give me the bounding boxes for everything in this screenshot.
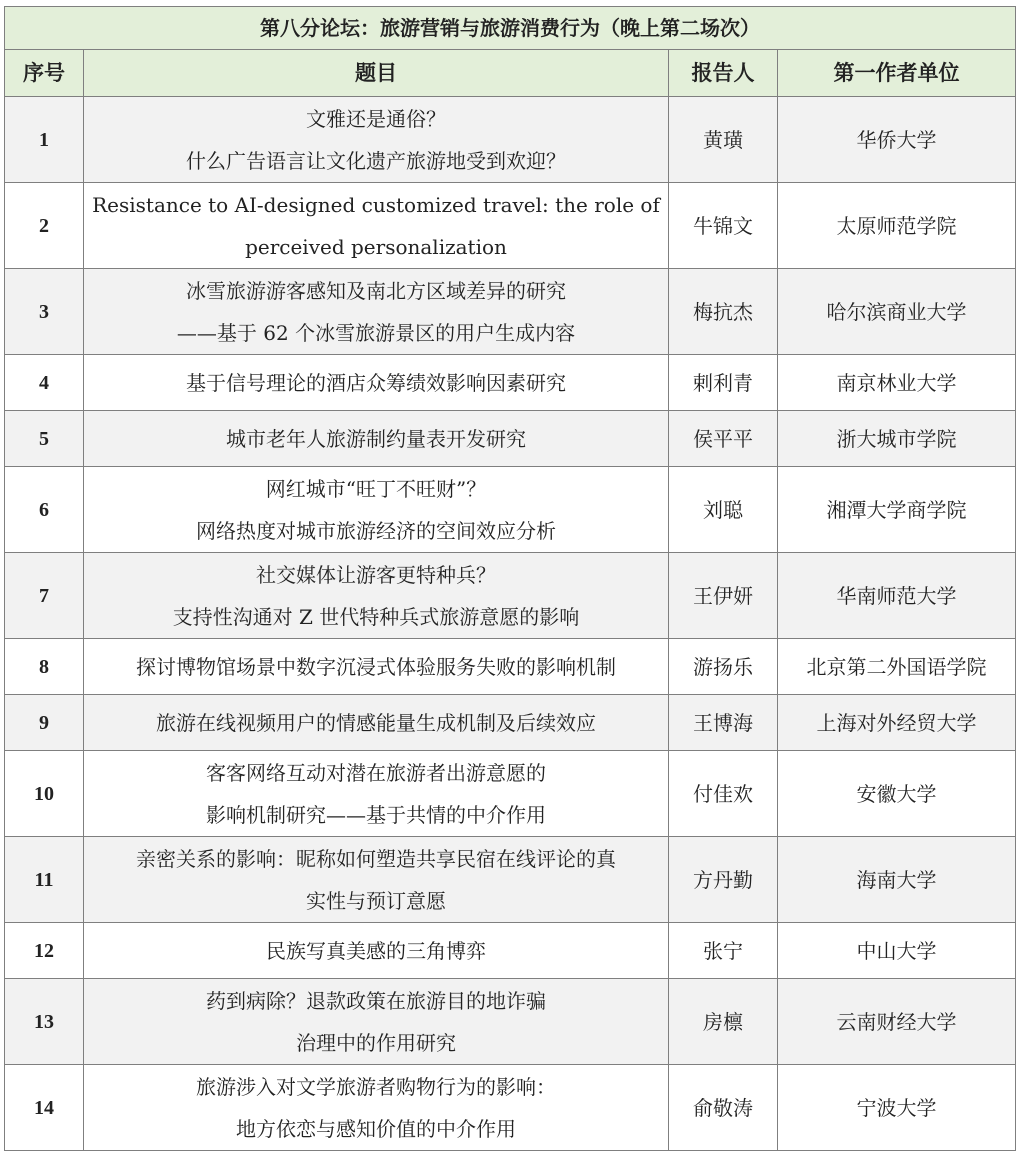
row-topic bbox=[84, 269, 669, 355]
row-number: 5 bbox=[5, 411, 84, 467]
row-unit: 浙大城市学院 bbox=[778, 411, 1016, 467]
topic-line: Resistance to AI-designed customized travel: the role of bbox=[92, 192, 660, 217]
topic-line: 旅游在线视频用户的情感能量生成机制及后续效应 bbox=[156, 710, 596, 735]
topic-line: 什么广告语言让文化遗产旅游地受到欢迎？ bbox=[186, 148, 566, 173]
topic-line: 实性与预订意愿 bbox=[306, 888, 446, 913]
table-row bbox=[5, 467, 1016, 553]
table-row bbox=[5, 269, 1016, 355]
topic-line: 药到病除？退款政策在旅游目的地诈骗 bbox=[206, 988, 546, 1013]
header-speaker: 报告人 bbox=[669, 50, 778, 97]
topic-line: 文雅还是通俗？ bbox=[306, 106, 446, 131]
row-topic bbox=[84, 97, 669, 183]
row-number: 8 bbox=[5, 639, 84, 695]
row-topic bbox=[84, 979, 669, 1065]
row-number: 3 bbox=[5, 269, 84, 355]
row-speaker: 游扬乐 bbox=[669, 639, 778, 695]
row-unit: 中山大学 bbox=[778, 923, 1016, 979]
row-number: 4 bbox=[5, 355, 84, 411]
table-row bbox=[5, 1065, 1016, 1151]
row-unit: 华南师范大学 bbox=[778, 553, 1016, 639]
row-unit: 海南大学 bbox=[778, 837, 1016, 923]
topic-line: 探讨博物馆场景中数字沉浸式体验服务失败的影响机制 bbox=[136, 654, 616, 679]
row-speaker: 房檩 bbox=[669, 979, 778, 1065]
row-unit: 湘潭大学商学院 bbox=[778, 467, 1016, 553]
topic-line: 冰雪旅游游客感知及南北方区域差异的研究 bbox=[186, 278, 566, 303]
table-row bbox=[5, 553, 1016, 639]
row-topic bbox=[84, 183, 669, 269]
row-unit: 安徽大学 bbox=[778, 751, 1016, 837]
topic-line: 影响机制研究——基于共情的中介作用 bbox=[206, 802, 546, 827]
header-row bbox=[5, 50, 1016, 97]
table-row bbox=[5, 97, 1016, 183]
row-topic bbox=[84, 411, 669, 467]
row-speaker: 剌利青 bbox=[669, 355, 778, 411]
header-num: 序号 bbox=[5, 50, 84, 97]
topic-line: ——基于 62 个冰雪旅游景区的用户生成内容 bbox=[176, 320, 576, 345]
row-unit: 太原师范学院 bbox=[778, 183, 1016, 269]
topic-line: 基于信号理论的酒店众筹绩效影响因素研究 bbox=[186, 370, 566, 395]
table-row bbox=[5, 411, 1016, 467]
row-speaker: 牛锦文 bbox=[669, 183, 778, 269]
topic-line: 网红城市“旺丁不旺财”？ bbox=[265, 476, 487, 501]
row-topic bbox=[84, 553, 669, 639]
row-speaker: 刘聪 bbox=[669, 467, 778, 553]
topic-line: 旅游涉入对文学旅游者购物行为的影响： bbox=[196, 1074, 556, 1099]
table-row bbox=[5, 751, 1016, 837]
row-number: 6 bbox=[5, 467, 84, 553]
row-number: 1 bbox=[5, 97, 84, 183]
row-speaker: 付佳欢 bbox=[669, 751, 778, 837]
row-topic bbox=[84, 1065, 669, 1151]
topic-line: 客客网络互动对潜在旅游者出游意愿的 bbox=[206, 760, 546, 785]
row-topic bbox=[84, 695, 669, 751]
row-topic bbox=[84, 355, 669, 411]
table-row bbox=[5, 355, 1016, 411]
row-unit: 云南财经大学 bbox=[778, 979, 1016, 1065]
row-unit: 宁波大学 bbox=[778, 1065, 1016, 1151]
row-speaker: 王博海 bbox=[669, 695, 778, 751]
header-topic: 题目 bbox=[84, 50, 669, 97]
table-row bbox=[5, 183, 1016, 269]
table-title: 第八分论坛：旅游营销与旅游消费行为（晚上第二场次） bbox=[5, 7, 1016, 50]
topic-line: 治理中的作用研究 bbox=[296, 1030, 456, 1055]
table-row bbox=[5, 639, 1016, 695]
topic-line: perceived personalization bbox=[245, 234, 507, 259]
row-speaker: 梅抗杰 bbox=[669, 269, 778, 355]
schedule-table bbox=[4, 6, 1016, 1151]
topic-line: 网络热度对城市旅游经济的空间效应分析 bbox=[196, 518, 556, 543]
row-speaker: 方丹勤 bbox=[669, 837, 778, 923]
topic-line: 支持性沟通对 Z 世代特种兵式旅游意愿的影响 bbox=[172, 604, 580, 629]
row-unit: 上海对外经贸大学 bbox=[778, 695, 1016, 751]
row-number: 2 bbox=[5, 183, 84, 269]
row-number: 14 bbox=[5, 1065, 84, 1151]
topic-line: 民族写真美感的三角博弈 bbox=[266, 938, 486, 963]
row-speaker: 张宁 bbox=[669, 923, 778, 979]
table-row bbox=[5, 837, 1016, 923]
topic-line: 社交媒体让游客更特种兵？ bbox=[256, 562, 496, 587]
table-row bbox=[5, 695, 1016, 751]
row-unit: 华侨大学 bbox=[778, 97, 1016, 183]
title-row bbox=[5, 7, 1016, 50]
row-unit: 哈尔滨商业大学 bbox=[778, 269, 1016, 355]
row-topic bbox=[84, 837, 669, 923]
row-topic bbox=[84, 639, 669, 695]
table-row bbox=[5, 923, 1016, 979]
row-unit: 北京第二外国语学院 bbox=[778, 639, 1016, 695]
row-unit: 南京林业大学 bbox=[778, 355, 1016, 411]
topic-line: 地方依恋与感知价值的中介作用 bbox=[236, 1116, 516, 1141]
header-unit: 第一作者单位 bbox=[778, 50, 1016, 97]
row-speaker: 俞敬涛 bbox=[669, 1065, 778, 1151]
row-speaker: 侯平平 bbox=[669, 411, 778, 467]
row-number: 7 bbox=[5, 553, 84, 639]
row-speaker: 黄璜 bbox=[669, 97, 778, 183]
row-number: 13 bbox=[5, 979, 84, 1065]
row-topic bbox=[84, 923, 669, 979]
table-row bbox=[5, 979, 1016, 1065]
row-number: 12 bbox=[5, 923, 84, 979]
row-number: 10 bbox=[5, 751, 84, 837]
row-number: 11 bbox=[5, 837, 84, 923]
row-number: 9 bbox=[5, 695, 84, 751]
topic-line: 城市老年人旅游制约量表开发研究 bbox=[226, 426, 526, 451]
topic-line: 亲密关系的影响：昵称如何塑造共享民宿在线评论的真 bbox=[136, 846, 616, 871]
row-topic bbox=[84, 467, 669, 553]
row-speaker: 王伊妍 bbox=[669, 553, 778, 639]
row-topic bbox=[84, 751, 669, 837]
